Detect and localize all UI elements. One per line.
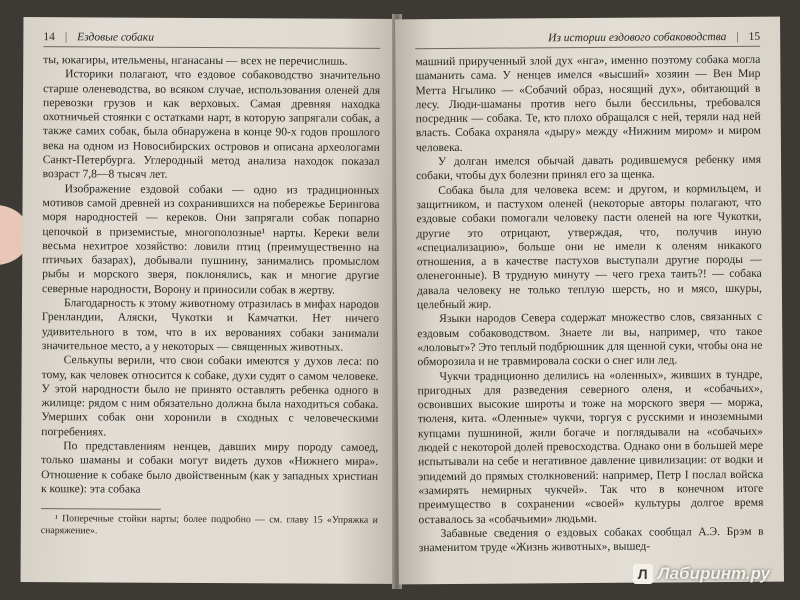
left-page — [21, 17, 399, 584]
running-title-left: Ездовые собаки — [77, 31, 155, 44]
left-page-body — [41, 53, 380, 498]
running-title-right: Из истории ездового собаководства — [548, 31, 727, 45]
page-number-left: 14 — [43, 31, 55, 44]
paragraph: Собака была для человека всем: и другом, и кормильцем, и защитником, и пастухом оленей (некоторые авторы полагают, что ездовые собаки помогали человеку пасти оленей на юге Чукотки, другие это отрицают, утверждая, что, получив иную «специализацию», больше они не имели к оленям никакого отношения, а в качестве пастухов выступали другие породы — оленегонные). В трудную минуту — чего греха таить?! — собака давала человеку не только теплую шерсть, но и мясо, шкуры, целебный жир. — [416, 181, 762, 312]
page-number-right: 15 — [748, 30, 761, 43]
paragraph: ты, юкагиры, ительмены, нганасаны — всех не перечислишь. — [43, 53, 348, 68]
paragraph: По представлениям ненцев, давших миру породу самоед, только шаманы и собаки могут видеть духов «Нижнего мира». Отношение к собаке было двойственным (как у западных христиан к кошке): эта собака — [40, 439, 379, 496]
watermark-logo — [633, 564, 770, 584]
labirint-logo-icon: Л — [633, 564, 653, 584]
left-page-header — [43, 31, 380, 49]
right-page — [395, 17, 784, 585]
header-separator: | — [64, 31, 68, 44]
footnote: ¹ Поперечные стойки нарты; более подробно — см. главу 15 «Упряжка и снаряжение». — [40, 513, 378, 537]
footnote-rule — [41, 508, 161, 510]
watermark-text: Лабиринт.ру — [657, 564, 770, 583]
paragraph: Чукчи традиционно делились на «оленных», живших в тундре, пригодных для разведения северного оленя, и «собачьих», освоивших высокие широты и тоже на морского зверя — моржа, тюленя, кита. «Оленные» чукчи, торгуя с русскими и иноземными купцами пушниной, жили богаче и поглядывали на «собачьих» людей с некоторой долей превосходства. Однако они в большей мере испытывали на себе и негативное давление цивилизации: от водки и эпидемий до прямых столкновений: например, Петр I послал войска «замирять немирных чукчей». Так что в конечном итоге преимущество в сохранении «своей» культуры долгое время оставалось за «собачьими» людьми. — [417, 367, 764, 526]
paragraph: Изображение ездовой собаки — одно из традиционных мотивов самой древней из сохранившихся на побережье Берингова моря народностей — кереков. Они запрягали собак попарно цепочкой в приземистые, многополозные¹ нарты. Кереки вели весьма нехитрое хозяйство: ловили птиц (преимущественно на птичьих базарах), добывали пушнину, занимались промыслом рыбы и морского зверя, поклонялись, как и многие другие северные народности, Ворону и приносили собак в жертву. — [42, 181, 380, 297]
header-separator: | — [736, 30, 739, 43]
right-page-header — [415, 31, 760, 49]
paragraph: Забавные сведения о ездовых собаках сообщал А.Э. Брэм в знаменитом труде «Жизнь животных», вышед- — [418, 524, 764, 555]
paragraph: Историки полагают, что ездовое собаководство значительно старше оленеводства, во всяком случае, использования оленей для перевозки грузов и как верховых. Самая древняя находка охотничьей стоянки с остатками нарт, в которую запрягали собак, а также самих собак, была обнаружена в конце 90-х годов прошлого века на одном из Новосибирских островов и описана археологами Санкт-Петербурга. Углеродный метод анализа находок показал возраст 7,8—8 тысяч лет. — [42, 67, 381, 182]
paragraph: Языки народов Севера содержат множество слов, связанных с ездовым собаководством. Знаете ли вы, например, что такое «лоловыт»? Это теплый подбрюшник для щенной суки, чтобы она не обморозила и не травмировала соски о снег или лед. — [417, 310, 763, 369]
paragraph: У долган имелся обычай давать родившемуся ребенку имя собаки, чтобы дух болезни принял его за щенка. — [416, 152, 762, 183]
paragraph: машний прирученный злой дух «нга», именно поэтому собака могла шаманить сама. У ненцев имелся «высший» хозяин — Вен Мир Метта Нгылико — «Собачий образ, носящий дух», обитающий в лесу. Люди-шаманы против него были бессильны, требовался посредник — собака. Те, кто плохо обращался с ней, теряли над ней власть. Собака охраняла «дыру» между «Нижним миром» и миром человека. — [415, 52, 761, 154]
paragraph: Селькупы верили, что свои собаки имеются у духов леса: по тому, как человек относится к собаке, духи судят о самом человеке. У этой народности было не принято оставлять ребенка одного в жилище: рядом с ним обязательно должна была находиться собака. Умерших собак они хоронили в сходных с человеческими погребениях. — [41, 353, 379, 439]
right-page-body — [415, 53, 763, 556]
paragraph: Благодарность к этому животному отразилась в мифах народов Гренландии, Аляски, Чукотки и Камчатки. Нет ничего удивительного в том, что в их верованиях собаки занимали значительное место, а у некоторых — священных животных. — [41, 296, 380, 354]
